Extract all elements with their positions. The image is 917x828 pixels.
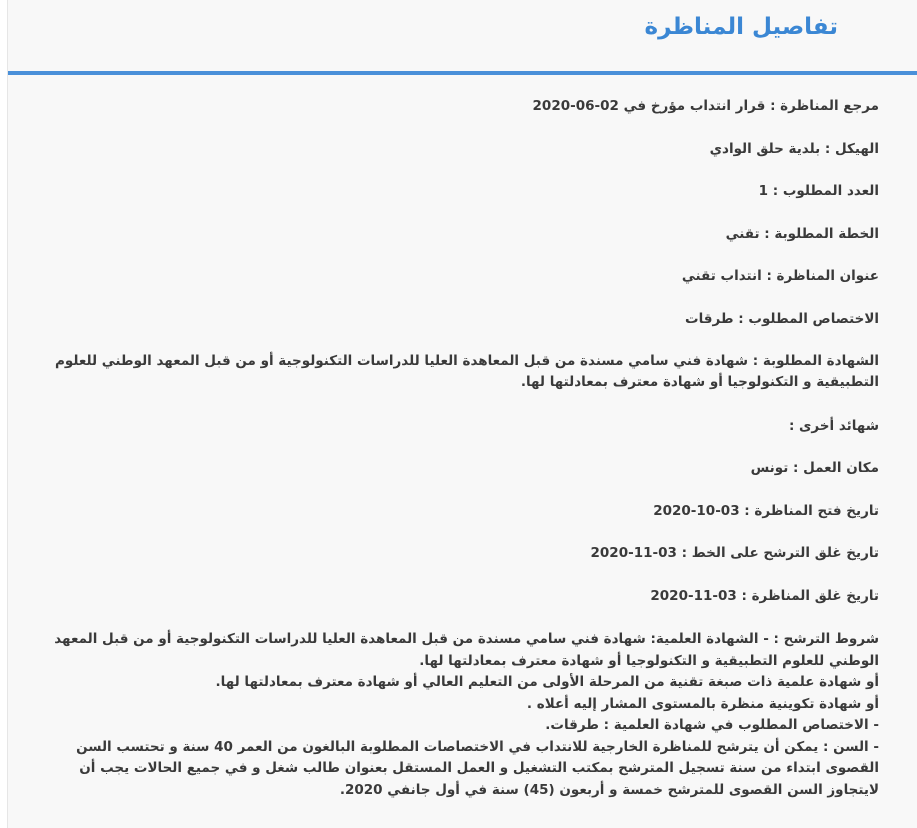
count-field: العدد المطلوب : 1	[758, 183, 879, 199]
condition-line: أو شهادة علمية ذات صبغة تقنية من المرحلة الأولى من التعليم العالي أو شهادة معترف بمعادلتها لها.	[215, 674, 879, 690]
contest-details-panel	[7, 0, 917, 828]
condition-line: - الاختصاص المطلوب في شهادة العلمية : طرقات.	[545, 717, 879, 733]
degree-field: الشهادة المطلوبة : شهادة فني سامي مسندة من قبل المعاهدة العليا للدراسات التكنولوجية أو من قبل المعهد الوطني للعلوم التطبيقية و التكنولوجيا أو شهادة معترف بمعادلتها لها.	[54, 353, 879, 390]
contest-title-field: عنوان المناظرة : انتداب تقني	[681, 268, 879, 284]
condition-line: شروط الترشح : - الشهادة العلمية: شهادة فني سامي مسندة من قبل المعاهدة العليا للدراسات التكنولوجية أو من قبل المعهد الوطني للعلوم التطبيقية و التكنولوجيا أو شهادة معترف بمعادلتها لها.	[54, 631, 879, 669]
close-date-field: تاريخ غلق المناظرة : 03-11-2020	[650, 588, 879, 604]
condition-line: أو شهادة تكوينية منظرة بالمستوى المشار إليه أعلاه .	[526, 695, 879, 712]
condition-line: - السن : يمكن أن يترشح للمناظرة الخارجية للانتداب في الاختصاصات المطلوبة البالغون من العمر 40 سنة و تحتسب السن القصوى ابتداء من سنة تسجيل المترشح بمكتب التشغيل و العمل المستقل بعنوان طالب شغل و في جميع الحالات يجب أن لايتجاوز السن القصوى للمترشح خمسة و أربعون (45) سنة في أول جانفي 2020.	[76, 738, 879, 798]
online-close-date-field: تاريخ غلق الترشح على الخط : 03-11-2020	[590, 545, 879, 561]
reference-field: مرجع المناظرة : قرار انتداب مؤرخ في 02-06-2020	[532, 98, 879, 114]
page-title: تفاصيل المناظرة	[644, 14, 838, 40]
open-date-field: تاريخ فتح المناظرة : 03-10-2020	[653, 503, 879, 519]
structure-field: الهيكل : بلدية حلق الوادي	[709, 141, 879, 157]
other-degrees-field: شهائد أخرى :	[788, 418, 879, 434]
conditions-block	[43, 629, 879, 801]
work-place-field: مكان العمل : تونس	[750, 460, 879, 476]
panel-header	[8, 0, 917, 75]
specialty-field: الاختصاص المطلوب : طرقات	[685, 311, 879, 327]
plan-field: الخطة المطلوبة : تقني	[725, 226, 879, 242]
